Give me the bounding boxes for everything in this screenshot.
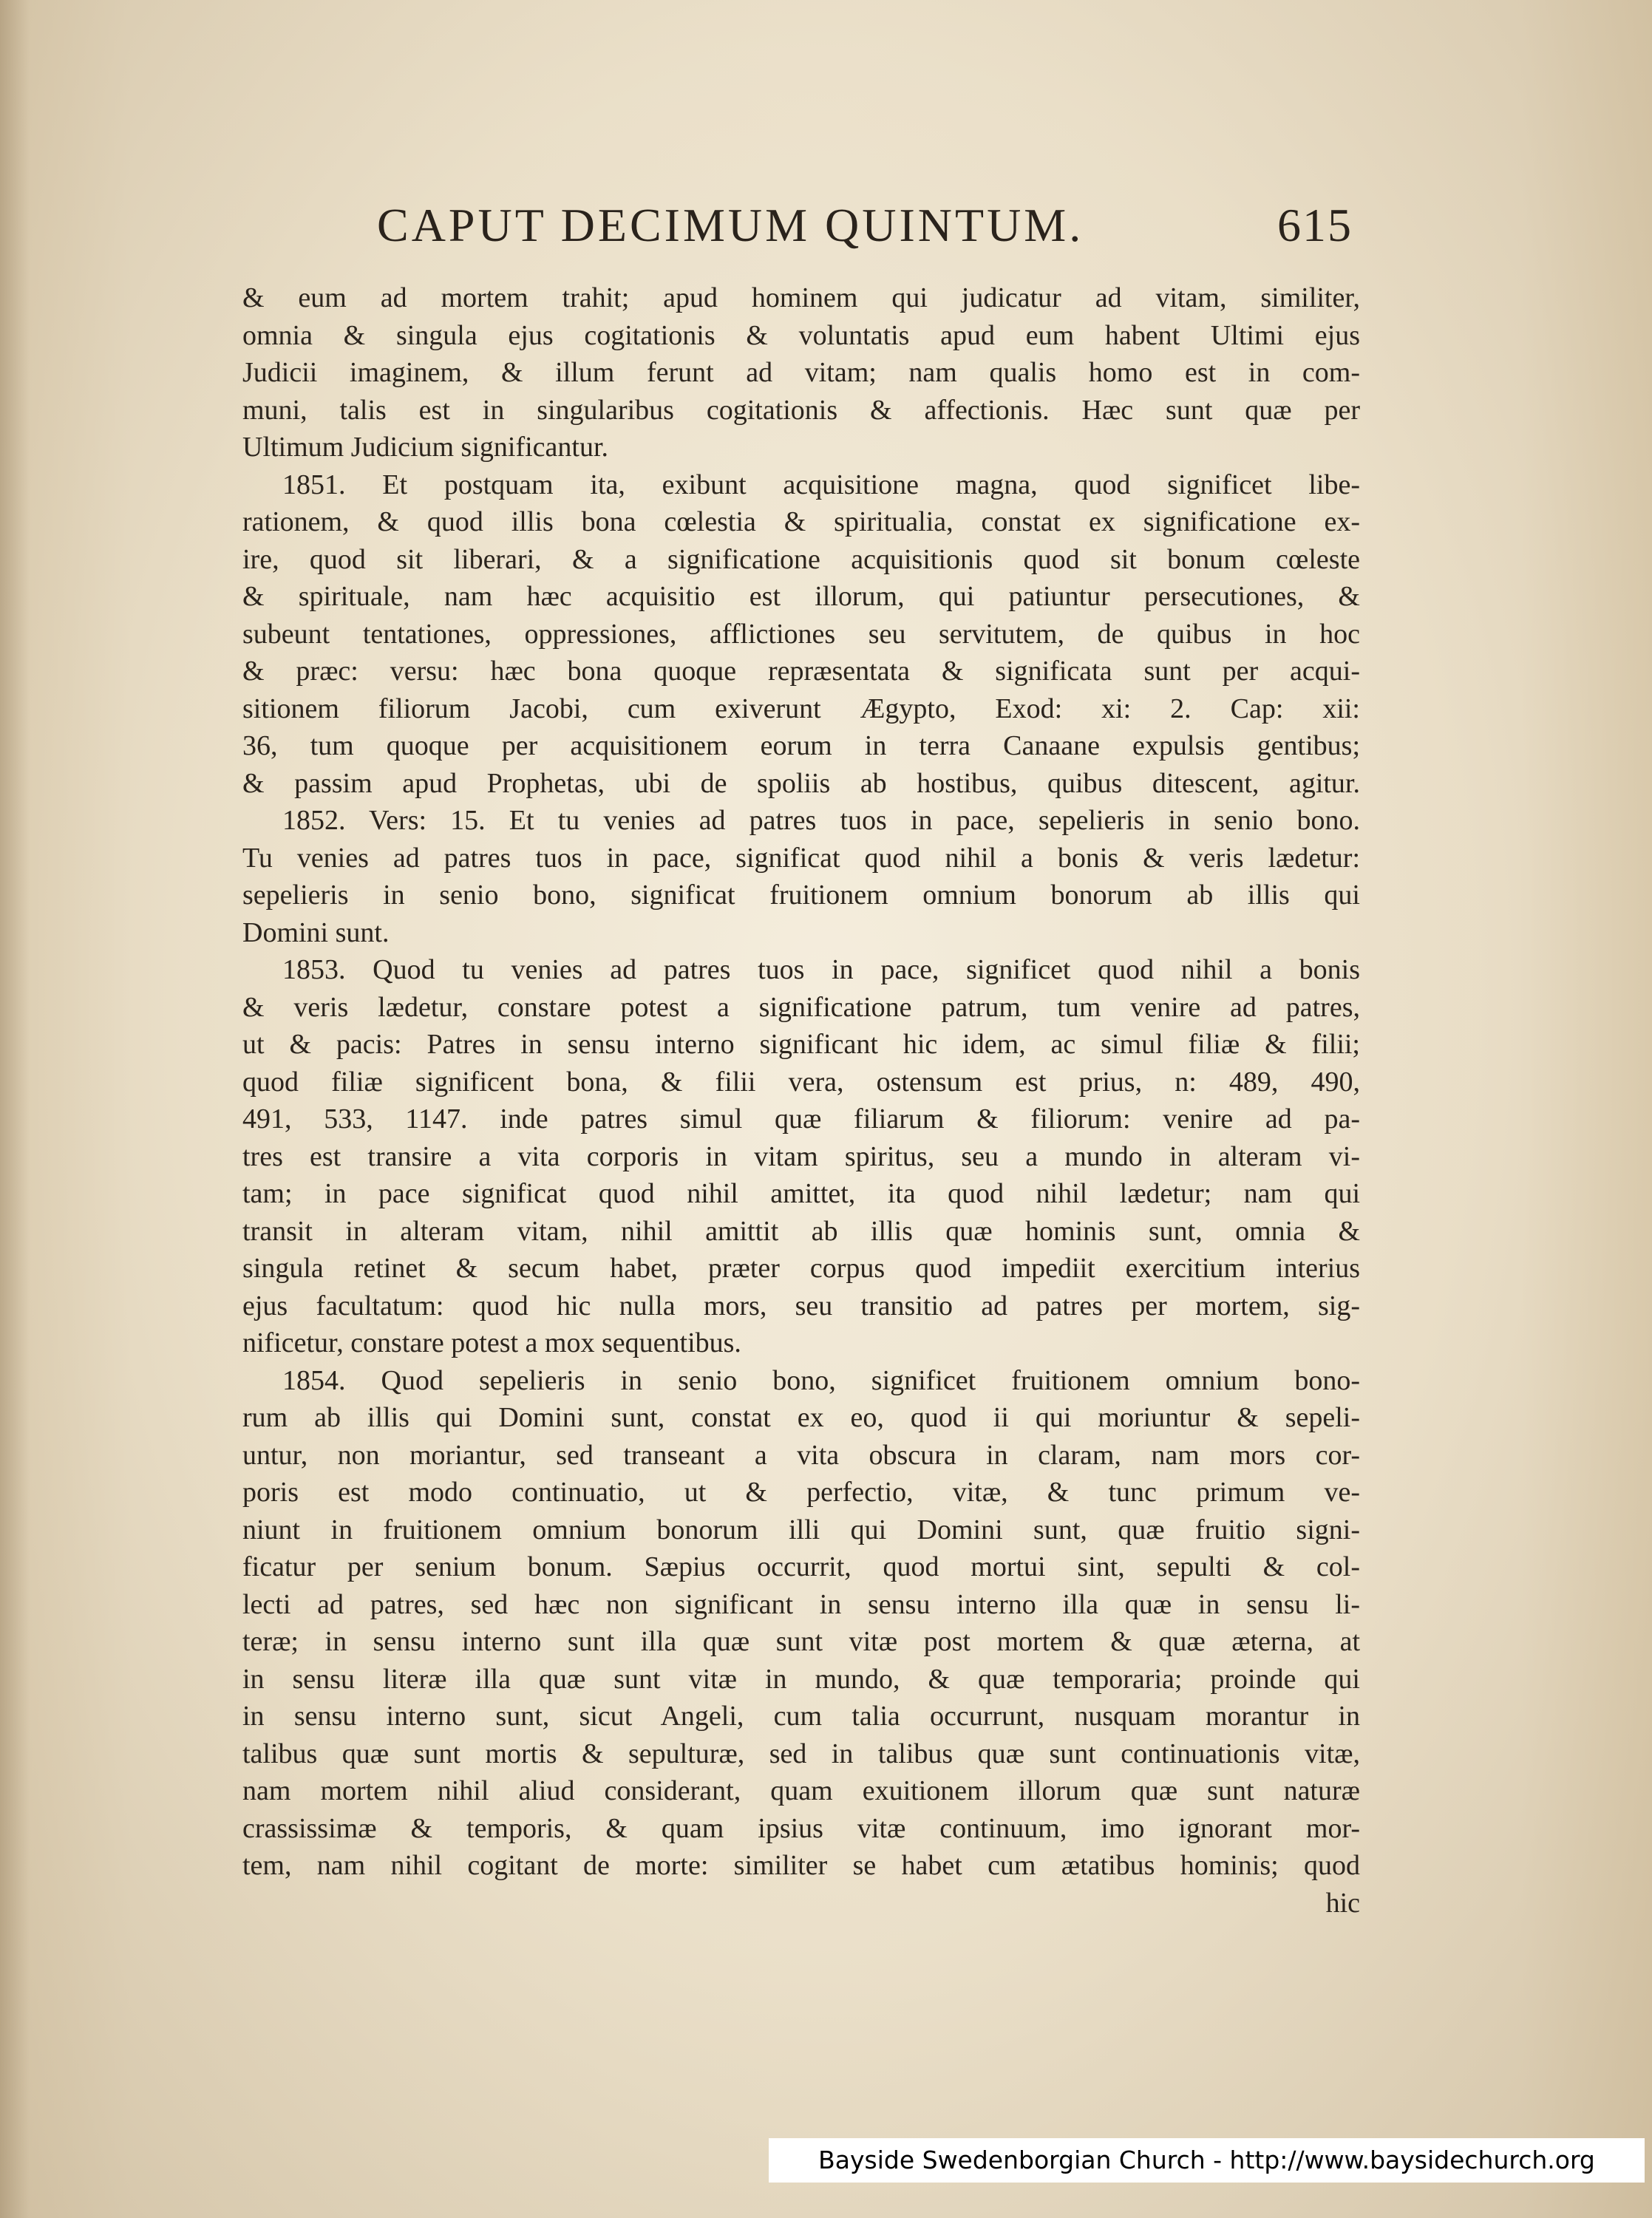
text-line: in sensu interno sunt, sicut Angeli, cum talia occurrunt, nusquam morantur in [242, 1701, 1360, 1732]
running-title: CAPUT DECIMUM QUINTUM. [377, 199, 1084, 251]
text-line: niunt in fruitionem omnium bonorum illi qui Domini sunt, quæ fruitio signi- [242, 1514, 1360, 1545]
text-line: poris est modo continuatio, ut & perfectio, vitæ, & tunc primum ve- [242, 1477, 1360, 1508]
text-line: 36, tum quoque per acquisitionem eorum in terra Canaane expulsis gentibus; [242, 730, 1360, 761]
text-line: sepelieris in senio bono, significat fruitionem omnium bonorum ab illis qui [242, 880, 1360, 911]
page-edge-shadow [0, 0, 30, 2218]
text-line: muni, talis est in singularibus cogitationis & affectionis. Hæc sunt quæ per [242, 394, 1360, 426]
text-line: talibus quæ sunt mortis & sepulturæ, sed in talibus quæ sunt continuationis vitæ, [242, 1738, 1360, 1769]
text-line: transit in alteram vitam, nihil amittit ab illis quæ hominis sunt, omnia & [242, 1215, 1360, 1247]
text-line: tres est transire a vita corporis in vitam spiritus, seu a mundo in alteram vi- [242, 1140, 1360, 1172]
text-line: crassissimæ & temporis, & quam ipsius vitæ continuum, imo ignorant mor- [242, 1812, 1360, 1844]
text-line: Ultimum Judicium significantur. [242, 432, 609, 463]
text-line: quod filiæ significent bona, & filii vera, ostensum est prius, n: 489, 490, [242, 1066, 1360, 1098]
text-line: nificetur, constare potest a mox sequentibus. [242, 1327, 741, 1358]
text-line: rum ab illis qui Domini sunt, constat ex eo, quod ii qui moriuntur & sepeli- [242, 1402, 1360, 1433]
text-line: Judicii imaginem, & illum ferunt ad vitam; nam qualis homo est in com- [242, 357, 1360, 388]
text-line: ut & pacis: Patres in sensu interno significant hic idem, ac simul filiæ & filii; [242, 1029, 1360, 1060]
text-line: singula retinet & secum habet, præter corpus quod impediit exercitium interius [242, 1253, 1360, 1284]
text-line: nam mortem nihil aliud considerant, quam exuitionem illorum quæ sunt naturæ [242, 1775, 1360, 1806]
paragraph-1851-start: 1851. Et postquam ita, exibunt acquisitione magna, quod significet libe- [282, 469, 1360, 500]
text-line: ire, quod sit liberari, & a significatione acquisitionis quod sit bonum cœleste [242, 543, 1360, 575]
paragraph-1852-start: 1852. Vers: 15. Et tu venies ad patres tuos in pace, sepelieris in senio bono. [282, 805, 1360, 836]
text-line: Tu venies ad patres tuos in pace, significat quod nihil a bonis & veris lædetur: [242, 842, 1360, 874]
paragraph-1853-start: 1853. Quod tu venies ad patres tuos in pace, significet quod nihil a bonis [282, 954, 1360, 985]
text-line: rationem, & quod illis bona cœlestia & spiritualia, constat ex significatione ex- [242, 506, 1360, 537]
text-line: & eum ad mortem trahit; apud hominem qui judicatur ad vitam, similiter, [242, 282, 1360, 313]
paragraph-1854-start: 1854. Quod sepelieris in senio bono, significet fruitionem omnium bono- [282, 1364, 1360, 1396]
text-line: lecti ad patres, sed hæc non significant in sensu interno illa quæ in sensu li- [242, 1588, 1360, 1620]
text-line: ficatur per senium bonum. Sæpius occurrit, quod mortui sint, sepulti & col- [242, 1551, 1360, 1582]
text-line: & spirituale, nam hæc acquisitio est illorum, qui patiuntur persecutiones, & [242, 581, 1360, 612]
text-line: & præc: versu: hæc bona quoque repræsentata & significata sunt per acqui- [242, 656, 1360, 687]
text-line: omnia & singula ejus cogitationis & voluntatis apud eum habent Ultimi ejus [242, 319, 1360, 351]
text-line: & veris lædetur, constare potest a significatione patrum, tum venire ad patres, [242, 991, 1360, 1023]
page-number: 615 [1277, 199, 1353, 251]
text-line: & passim apud Prophetas, ubi de spoliis ab hostibus, quibus ditescent, agitur. [242, 767, 1360, 799]
catchword: hic [1325, 1887, 1360, 1919]
text-line: 491, 533, 1147. inde patres simul quæ filiarum & filiorum: venire ad pa- [242, 1103, 1360, 1134]
text-line: in sensu literæ illa quæ sunt vitæ in mundo, & quæ temporaria; proinde qui [242, 1663, 1360, 1695]
text-line: ejus facultatum: quod hic nulla mors, seu transitio ad patres per mortem, sig- [242, 1290, 1360, 1321]
text-line: sitionem filiorum Jacobi, cum exiverunt Ægypto, Exod: xi: 2. Cap: xii: [242, 693, 1360, 724]
text-line: tam; in pace significat quod nihil amittet, ita quod nihil lædetur; nam qui [242, 1178, 1360, 1209]
page-header [377, 198, 1353, 257]
text-line: tem, nam nihil cogitant de morte: similiter se habet cum ætatibus hominis; quod [242, 1850, 1360, 1881]
text-line: untur, non moriantur, sed transeant a vita obscura in claram, nam mors cor- [242, 1439, 1360, 1471]
text-line: Domini sunt. [242, 916, 390, 948]
text-line: subeunt tentationes, oppressiones, afflictiones seu servitutem, de quibus in hoc [242, 618, 1360, 650]
text-line: teræ; in sensu interno sunt illa quæ sunt vitæ post mortem & quæ æterna, at [242, 1626, 1360, 1657]
body-text [242, 279, 1360, 1922]
site-credit-watermark: Bayside Swedenborgian Church - http://www.baysidechurch.org [769, 2138, 1645, 2183]
